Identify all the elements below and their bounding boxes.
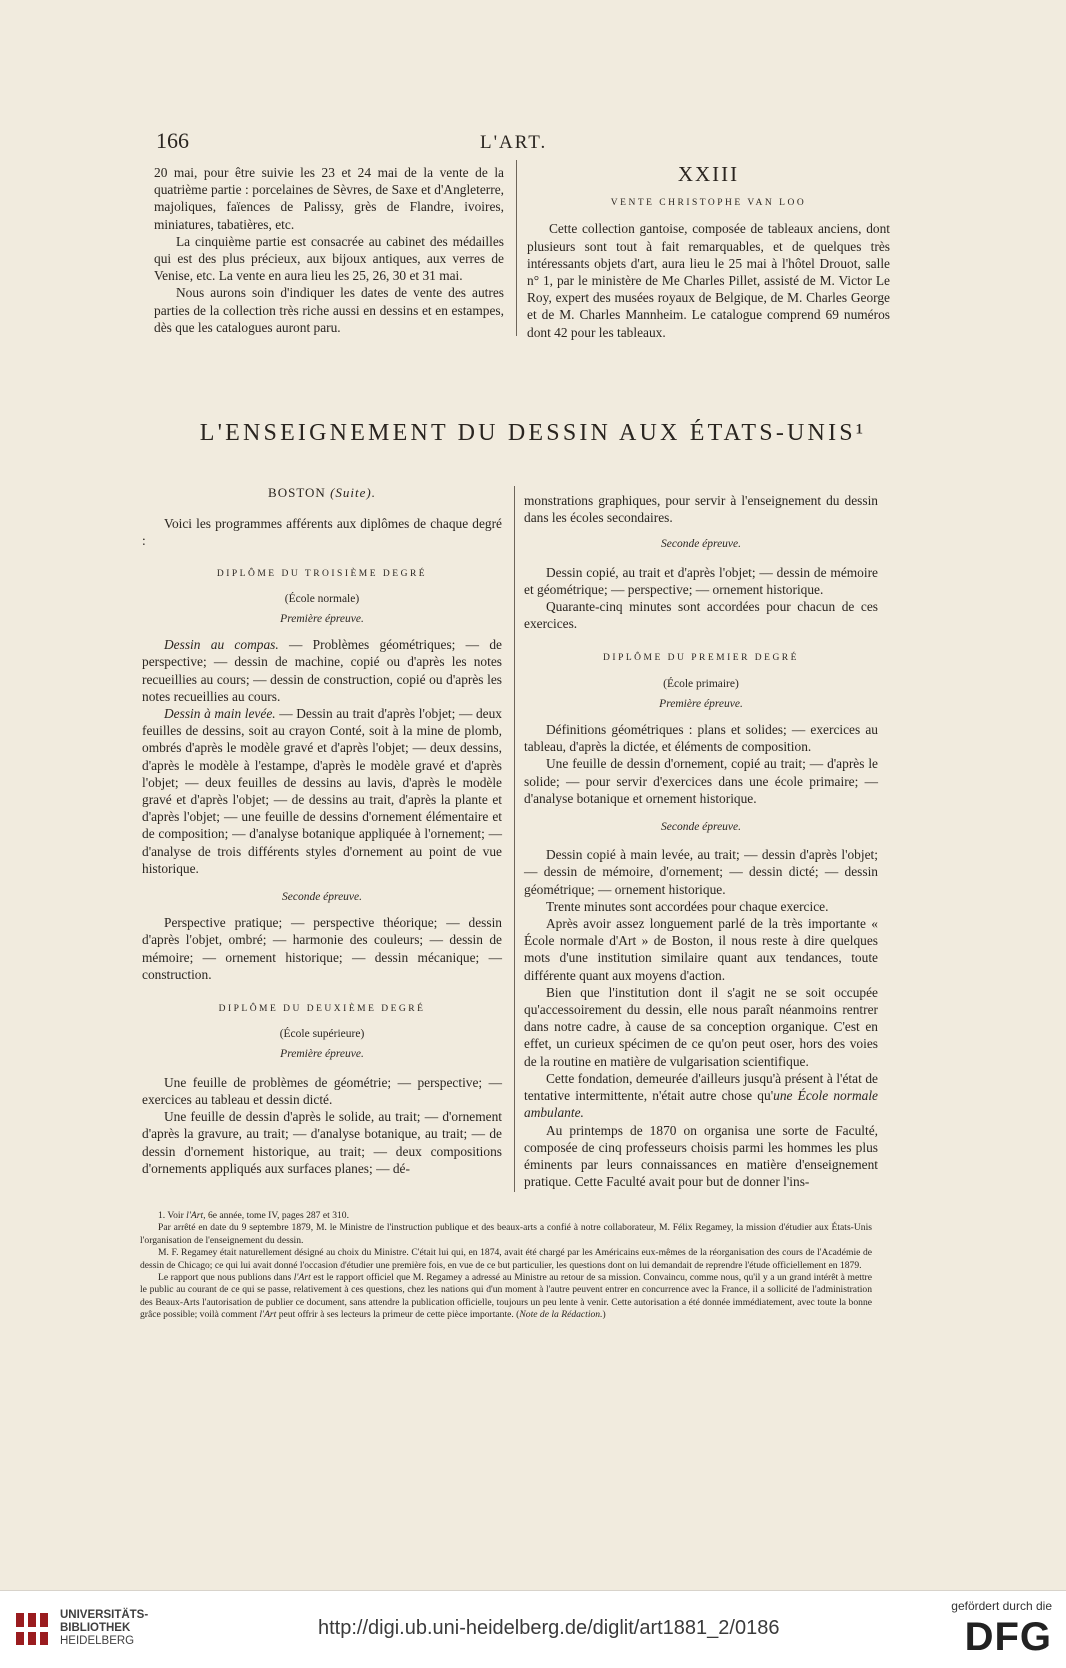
paragraph: Après avoir assez longuement parlé de la très importante « École normale d'Art » de Boston, il nous reste à dire quelques mots d'une institution similaire quant aux tendances, toute différente quant aux moyens d'action. bbox=[524, 916, 878, 983]
text: 1. Voir bbox=[158, 1210, 187, 1221]
dfg-logo: DFG bbox=[964, 1615, 1052, 1659]
top-left-column bbox=[154, 164, 504, 336]
paragraph: 20 mai, pour être suivie les 23 et 24 mai de la vente de la quatrième partie : porcelaines de Sèvres, de Saxe et d'Angleterre, majoliques, faïences de Palissy, grès de Flandre, ivoires, miniatures, tabatières, etc. bbox=[154, 165, 504, 232]
diploma-heading: DIPLÔME DU DEUXIÈME DEGRÉ bbox=[218, 1004, 426, 1015]
exam-label: Seconde épreuve. bbox=[281, 891, 363, 904]
text: , 6e année, tome IV, pages 287 et 310. bbox=[203, 1210, 349, 1221]
footnote: Par arrêté en date du 9 septembre 1879, M. le Ministre de l'instruction publique et des beaux-arts a confié à notre collaborateur, M. Félix Regamey, la mission d'étudier aux États-Unis l'organisation de l'enseignement du dessin. bbox=[140, 1222, 872, 1246]
term: l'Art bbox=[186, 1210, 204, 1221]
school-label: (École primaire) bbox=[663, 677, 739, 690]
running-title: L'ART. bbox=[480, 132, 548, 153]
column-rule bbox=[514, 486, 515, 1192]
footnote bbox=[140, 1210, 872, 1222]
section-numeral: XXIII bbox=[677, 162, 740, 186]
term: Note de la Rédaction. bbox=[519, 1309, 603, 1321]
paragraph: Dessin copié, au trait et d'après l'objet; — dessin de mémoire et géométrique; — perspective; — ornement historique. bbox=[524, 564, 878, 597]
right-main-column bbox=[524, 492, 878, 1190]
library-name bbox=[60, 1609, 148, 1648]
diploma-heading: DIPLÔME DU PREMIER DEGRÉ bbox=[603, 653, 799, 664]
text: — Problèmes géométriques; — de perspective; — dessin de machine, copié ou d'après les notes recueillies au cours; — dessin de construction, copié ou d'après les notes recueillies au cours. bbox=[142, 637, 502, 704]
section-heading: VENTE CHRISTOPHE VAN LOO bbox=[610, 198, 807, 209]
footnotes bbox=[140, 1210, 872, 1322]
page-number: 166 bbox=[156, 128, 189, 153]
exam-label: Première épreuve. bbox=[280, 613, 364, 626]
diploma-heading: DIPLÔME DU TROISIÈME DEGRÉ bbox=[216, 568, 428, 579]
permalink-url[interactable]: http://digi.ub.uni-heidelberg.de/diglit/art1881_2/0186 bbox=[318, 1617, 780, 1639]
city-heading bbox=[142, 484, 502, 501]
text: est le rapport officiel que M. Regamey a adressé au Ministre au retour de sa mission. Convaincu, comme nous, qu'il y a un grand intérêt à mettre le public au courant de ce qui se passe, relativement à ces questions, chez les nations qui d'un moment à l'autre peuvent entrer en concurrence avec la France, il a sollicité de l'administration des Beaux-Arts l'autorisation de publier ce document, sans attendre la publication officielle, toujours un peu lente à venir. Cette autorisation a été donnée immédiatement, avec toute la bonne grâce possible; voilà comment bbox=[140, 1272, 872, 1321]
paragraph bbox=[142, 705, 502, 877]
paragraph: Cette collection gantoise, composée de tableaux anciens, dont plusieurs sont tout à fait remarquables, et de quelques très intéressants objets d'art, aura lieu le 25 mai à l'hôtel Drouot, salle n° 1, par le ministère de Me Charles Pillet, assisté de M. Victor Le Roy, expert des musées royaux de Belgique, de M. Charles George et de M. Charles Mannheim. Le catalogue comprend 69 numéros dont 42 pour les tableaux. bbox=[527, 221, 890, 340]
funded-by-label: gefördert durch die bbox=[951, 1599, 1052, 1613]
paragraph: Au printemps de 1870 on organisa une sorte de Faculté, composée de cinq professeurs choisis parmi les hommes les plus éminents par leurs connaissances en matière d'enseignement pratique. Cette Faculté avait pour but de donner l'ins- bbox=[524, 1122, 878, 1190]
text: — Dessin au trait d'après l'objet; — deux feuilles de dessins, soit au crayon Conté, soit à la mine de plomb, ombrés d'après le modèle gravé et d'après l'objet; — deux dessins, d'après le modèle à l'estampe, d'après le modèle gravé et d'après l'objet; — deux feuilles de dessins au lavis, d'après le modèle gravé et d'après l'objet; — de dessins au trait, d'après la plante et d'après l'objet; — une feuille de dessins d'ornement élémentaire et de composition; — d'analyse botanique appliquée à l'ornement; — d'analyse de trois différents styles d'ornement au point de vue historique. bbox=[142, 706, 502, 876]
paragraph bbox=[524, 1070, 878, 1122]
term: l'Art bbox=[259, 1309, 277, 1321]
paragraph: Dessin copié à main levée, au trait; — dessin d'après l'objet; — dessin de mémoire, d'ornement; — dessin dicté; — dessin géométrique; — ornement historique. bbox=[524, 847, 878, 897]
school-label: (École supérieure) bbox=[279, 1028, 365, 1041]
top-right-column bbox=[527, 162, 890, 341]
library-line: UNIVERSITÄTS- bbox=[60, 1609, 149, 1621]
paragraph: Définitions géométriques : plans et solides; — exercices au tableau, d'après la dictée, et éléments de composition. bbox=[524, 722, 878, 755]
university-library-logo-icon bbox=[14, 1609, 52, 1649]
library-line: HEIDELBERG bbox=[60, 1635, 135, 1647]
paragraph: Une feuille de dessin d'après le solide, au trait; — d'ornement d'après la gravure, au trait; — d'analyse botanique, au trait; — de dessin d'ornement historique, au trait; — deux compositions d'ornements appliqués aux surfaces planes; — dé- bbox=[142, 1109, 502, 1176]
term: Dessin à main levée. bbox=[164, 706, 276, 722]
paragraph: Perspective pratique; — perspective théorique; — dessin d'après l'objet, ombré; — harmonie des couleurs; — dessin de mémoire; — ornement historique; — dessin mécanique; — construction. bbox=[142, 915, 502, 982]
paragraph: Une feuille de problèmes de géométrie; — perspective; — exercices au tableau et dessin dicté. bbox=[142, 1074, 502, 1107]
footnote bbox=[140, 1272, 872, 1322]
paragraph: Trente minutes sont accordées pour chaque exercice. bbox=[546, 898, 829, 914]
paragraph bbox=[142, 636, 502, 705]
paragraph: Quarante-cinq minutes sont accordées pour chacun de ces exercices. bbox=[524, 599, 878, 632]
paragraph: monstrations graphiques, pour servir à l'enseignement du dessin dans les écoles secondaires. bbox=[524, 493, 878, 526]
paragraph: La cinquième partie est consacrée au cabinet des médailles qui est des plus précieux, aux bijoux antiques, aux verres de Venise, etc. La vente en aura lieu les 25, 26, 30 et 31 mai. bbox=[154, 233, 504, 284]
exam-label: Première épreuve. bbox=[659, 697, 743, 710]
article-title: L'ENSEIGNEMENT DU DESSIN AUX ÉTATS-UNIS¹ bbox=[199, 420, 867, 446]
footnote: M. F. Regamey était naturellement désigné au choix du Ministre. C'était lui qui, en 1874, avait été chargé par les Américains eux-mêmes de la réorganisation des cours de l'Académie de dessin de Chicago; ce qui lui avait donné l'occasion d'étudier une première fois, en vue de ce but particulier, les questions dont on lui demandait de reprendre l'étude officiellement en 1879. bbox=[140, 1247, 872, 1271]
text: peut offrir à ses lecteurs la primeur de cette pièce importante. ( bbox=[276, 1309, 520, 1321]
term: une École normale ambulante. bbox=[524, 1088, 878, 1121]
text: Le rapport que nous publions dans bbox=[158, 1272, 294, 1284]
city-name: BOSTON bbox=[268, 485, 326, 500]
text: ) bbox=[602, 1309, 606, 1321]
text: Cette fondation, demeurée d'ailleurs jusqu'à présent à l'état de tentative intermittente, n'était autre chose qu' bbox=[524, 1070, 878, 1104]
exam-label: Seconde épreuve. bbox=[660, 821, 742, 834]
term: Dessin au compas. bbox=[164, 637, 279, 653]
viewer-footer bbox=[0, 1590, 1066, 1668]
paragraph: Bien que l'institution dont il s'agit ne se soit occupée qu'accessoirement du dessin, elle nous paraît néanmoins rentrer dans notre cadre, à cause de sa conception organique. C'est en effet, un curieux spécimen de ce qu'on peut oser, hors des voies de la routine en matière de vulgarisation scientifique. bbox=[524, 984, 878, 1069]
paragraph: Une feuille de dessin d'ornement, copié au trait; — d'après le solide; — pour servir d'exercices dans une école primaire; — d'analyse botanique et ornement historique. bbox=[524, 756, 878, 806]
exam-label: Seconde épreuve. bbox=[660, 538, 742, 551]
column-rule bbox=[516, 160, 517, 336]
paragraph: Nous aurons soin d'indiquer les dates de vente des autres parties de la collection très riche aussi en dessins et en estampes, dès que les catalogues auront paru. bbox=[154, 285, 504, 335]
suite-label: (Suite). bbox=[330, 485, 376, 500]
exam-label: Première épreuve. bbox=[280, 1048, 364, 1061]
term: l'Art bbox=[293, 1272, 311, 1284]
library-line: BIBLIOTHEK bbox=[60, 1622, 131, 1634]
left-main-column bbox=[142, 484, 502, 1177]
school-label: (École normale) bbox=[284, 592, 360, 605]
paragraph: Voici les programmes afférents aux diplômes de chaque degré : bbox=[142, 516, 502, 549]
